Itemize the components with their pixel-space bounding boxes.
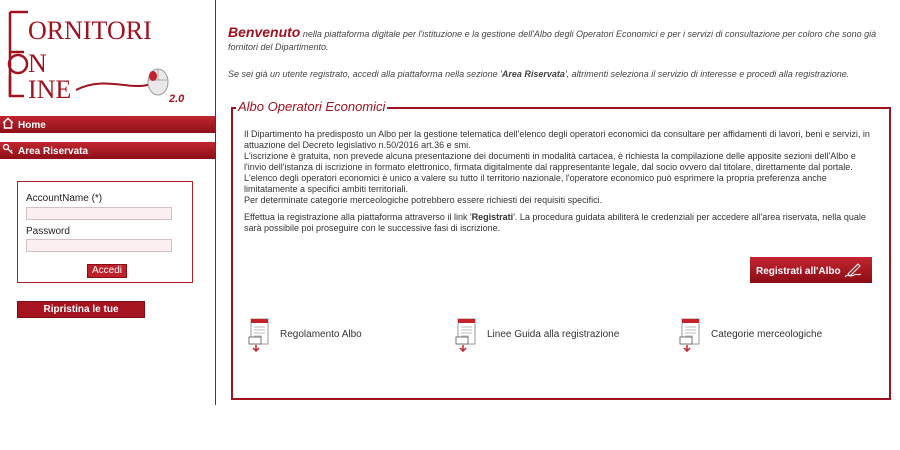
logo-graphic [6, 4, 196, 104]
albo-p4: Per determinate categorie merceologiche potrebbero essere richiesti dei requisiti specifici. [244, 195, 603, 205]
albo-p2: L'iscrizione è gratuita, non prevede alcuna presentazione dei documenti in modalità cartacea, è richiesta la compilazione delle apposite sezioni dell'Albo e l'invio dell'istanza di iscrizione in formato elettronico, firmata digitalmente dal rappresentante legale, dal socio ovvero dal titolare, direttamente dal portale. [244, 151, 856, 172]
albo-description [244, 129, 874, 234]
doc-link-categorie[interactable] [679, 318, 829, 354]
home-icon [2, 117, 14, 129]
restore-credentials-button[interactable]: Ripristina le tue credenziali [17, 301, 145, 318]
logo-version: 2.0 [169, 93, 185, 104]
doc-link-linee-guida[interactable] [455, 318, 625, 354]
sidebar [0, 0, 216, 405]
login-form [17, 181, 193, 283]
albo-p5-pre: Effettua la registrazione alla piattaforma attraverso il link ' [244, 212, 472, 222]
doc-regolamento-label: Regolamento Albo [280, 329, 362, 340]
document-icon [679, 318, 701, 352]
welcome-text [228, 26, 888, 54]
doc-linee-guida-label: Linee Guida alla registrazione [487, 329, 620, 340]
intro-bold: Area Riservata [501, 69, 565, 79]
keys-icon [2, 143, 14, 155]
doc-categorie-label: Categorie merceologiche [711, 329, 823, 340]
signature-pen-icon [844, 262, 862, 278]
document-icon [455, 318, 477, 352]
account-label: AccountName (*) [26, 193, 103, 204]
welcome-title: Benvenuto [228, 24, 301, 40]
albo-p5-post: '. La procedura guidata abiliterà le credenziali per accedere all'area riservata, nella quale sarà possibile poi proseguire con le successive fasi di iscrizione. [244, 212, 866, 233]
nav-area-riservata[interactable] [0, 142, 215, 159]
document-icon [248, 318, 270, 352]
password-input[interactable] [26, 239, 172, 252]
intro-pre: Se sei già un utente registrato, accedi alla piattaforma nella sezione ' [228, 69, 502, 79]
logo-line2: N [28, 49, 47, 78]
nav-area-riservata-label: Area Riservata [18, 146, 89, 157]
albo-p3: L'elenco degli operatori economici è unico a valere su tutto il territorio nazionale, l'operatore economico può esprimere la propria preferenza anche limitatamente a specifici ambiti territoriali. [244, 173, 827, 194]
albo-p5-bold: Registrati [471, 212, 514, 222]
intro-post: ', altrimenti seleziona il servizio di interesse e procedi alla registrazione. [564, 69, 850, 79]
doc-link-regolamento[interactable] [248, 318, 398, 354]
register-button[interactable] [750, 257, 872, 283]
logo-line1: ORNITORI [28, 16, 152, 45]
login-button[interactable]: Accedi [87, 264, 127, 278]
account-input[interactable] [26, 207, 172, 220]
welcome-body: nella piattaforma digitale per l'istituzione e la gestione dell'Albo degli Operatori Economici e per i servizi di consultazione per coloro che sono già fornitori del Dipartimento. [228, 29, 877, 52]
albo-title: Albo Operatori Economici [238, 99, 386, 114]
intro-text [228, 69, 888, 79]
password-label: Password [26, 226, 70, 237]
register-label: Registrati all'Albo [756, 266, 841, 277]
logo-line3: INE [28, 75, 72, 104]
logo[interactable] [6, 4, 196, 104]
nav-home-label: Home [18, 120, 46, 131]
albo-p1: Il Dipartimento ha predisposto un Albo per la gestione telematica dell'elenco degli operatori economici da consultare per affidamenti di lavori, beni e servizi, in attuazione del Decreto legislativo n.50/2016 art.36 e smi. [244, 129, 870, 150]
albo-p5 [244, 212, 874, 234]
nav-home[interactable] [0, 116, 215, 133]
